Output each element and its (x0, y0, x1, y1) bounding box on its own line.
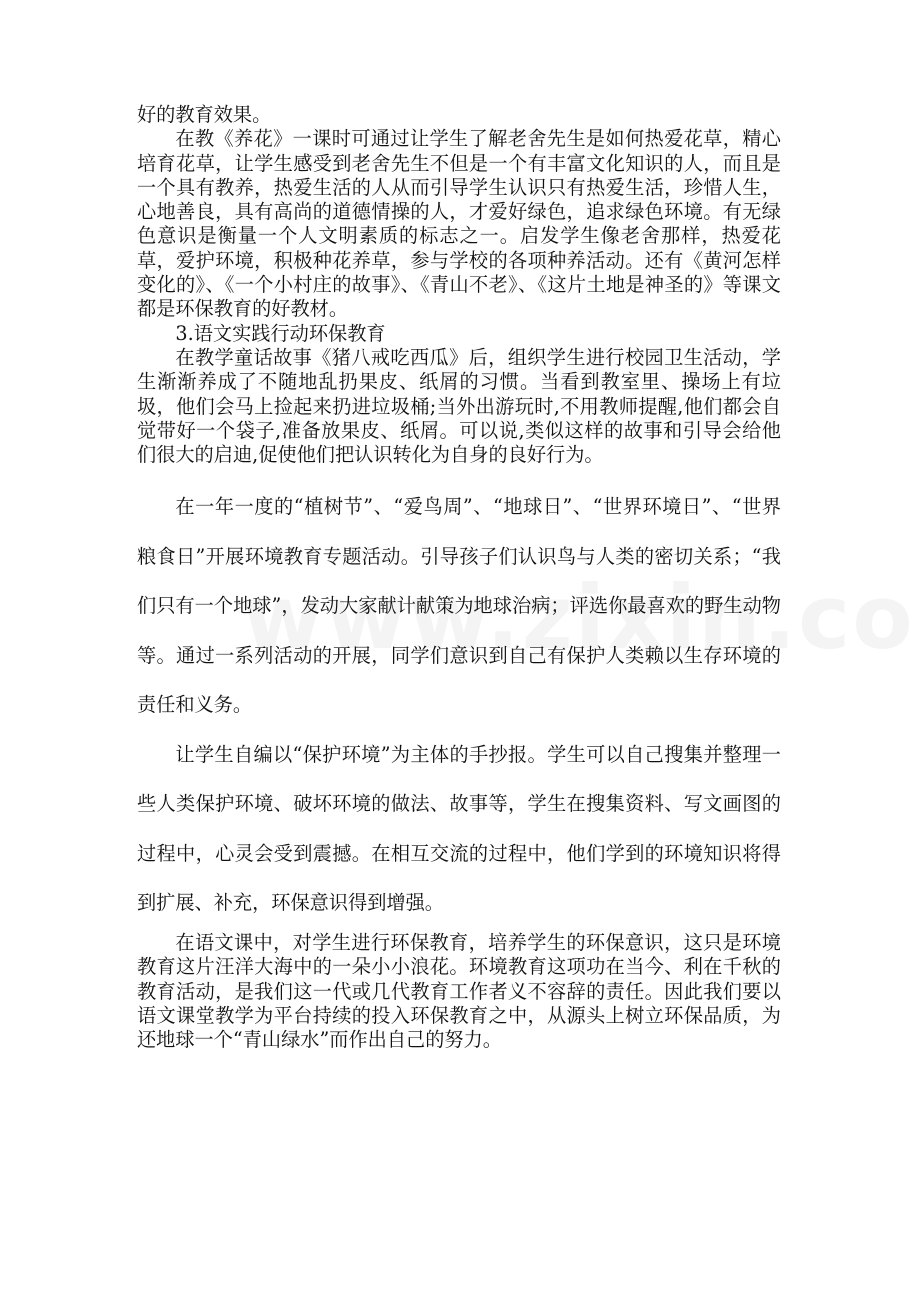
paragraph-1: 好的教育效果。 (137, 103, 272, 126)
paragraph-4: 在一年一度的“植树节”、“爱鸟周”、“地球日”、“世界环境日”、“世界粮食日”开展环境教育专题活动。引导孩子们认识鸟与人类的密切关系；“我们只有一个地球”，发动大家献计献策为地球治病；评选你最喜欢的野生动物等。通过一系列活动的开展，同学们意识到自己有保护人类赖以生存环境的责任和义务。 (137, 495, 781, 717)
section-heading-3: 3.语文实践行动环保教育 (175, 321, 386, 345)
paragraph-6: 在语文课中，对学生进行环保教育，培养学生的环保意识，这只是环境教育这片汪洋大海中的一朵小小浪花。环境教育这项功在当今、利在千秋的教育活动，是我们这一代或几代教育工作者义不容辞的责任。因此我们要以语文课堂教学为平台持续的投入环保教育之中，从源头上树立环保品质，为还地球一个“青山绿水”而作出自己的努力。 (137, 930, 781, 1052)
paragraph-5: 让学生自编以“保护环境”为主体的手抄报。学生可以自己搜集并整理一些人类保护环境、破坏环境的做法、故事等，学生在搜集资料、写文画图的过程中，心灵会受到震撼。在相互交流的过程中，他们学到的环境知识将得到扩展、补充，环保意识得到增强。 (137, 742, 781, 915)
paragraph-2: 在教《养花》一课时可通过让学生了解老舍先生是如何热爱花草，精心培育花草，让学生感受到老舍先生不但是一个有丰富文化知识的人，而且是一个具有教养，热爱生活的人从而引导学生认识只有热爱生活，珍惜人生，心地善良，具有高尚的道德情操的人，才爱好绿色，追求绿色环境。有无绿色意识是衡量一个人文明素质的标志之一。启发学生像老舍那样，热爱花草，爱护环境，积极种花养草，参与学校的各项种养活动。还有《黄河怎样变化的》、《一个小村庄的故事》、《青山不老》、《这片土地是神圣的》等课文都是环保教育的好教材。 (137, 127, 781, 321)
paragraph-3: 在教学童话故事《猪八戒吃西瓜》后，组织学生进行校园卫生活动，学生渐渐养成了不随地乱扔果皮、纸屑的习惯。当看到教室里、操场上有垃圾，他们会马上捡起来扔进垃圾桶;当外出游玩时,不用教师提醒,他们都会自觉带好一个袋子,准备放果皮、纸屑。可以说,类似这样的故事和引导会给他们很大的启迪,促使他们把认识转化为自身的良好行为。 (137, 345, 781, 467)
document-page (137, 103, 781, 1052)
